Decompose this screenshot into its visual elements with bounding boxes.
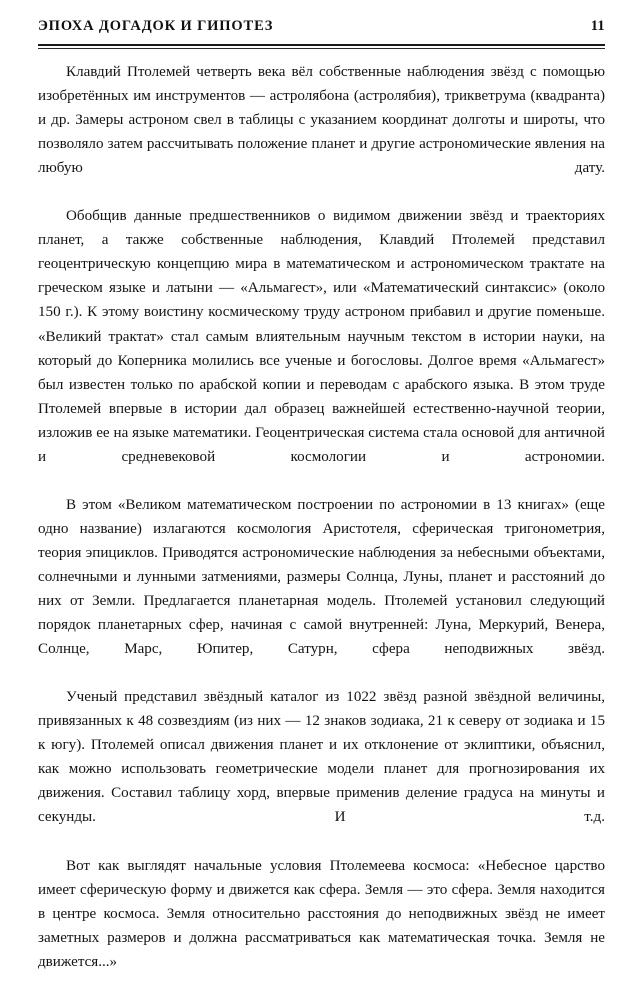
paragraph: Вот как выглядят начальные условия Птолемеева космоса: «Небесное царство имеет сферическую форму и движется как сфера. Земля — это сфера. Земля находится в центре космоса. Земля относительно расстояния до неподвижных звёзд не имеет заметных размеров и должна рассматриваться как математическая точка. Земля не движется...»: [38, 857, 605, 970]
running-head-title: ЭПОХА ДОГАДОК И ГИПОТЕЗ: [38, 18, 274, 34]
paragraph: Обобщив данные предшественников о видимом движении звёзд и траекториях планет, а также собственные наблюдения, Клавдий Птолемей представил геоцентрическую концепцию мира в математическом и астрономическом трактате на греческом языке и латыни — «Альмагест», или «Математический синтаксис» (около 150 г.). К этому воистину космическому труду астроном прибавил и другие поменьше. «Великий трактат» стал самым влиятельным научным текстом в истории науки, на который до Коперника молились все ученые и богословы. Долгое время «Альмагест» был известен только по арабской копии и переводам с арабского языка. В этом труде Птолемей впервые в истории дал образец важнейшей естественно-научной теории, изложив ее на языке математики. Геоцентрическая система стала основой для античной и средневековой космологии и астрономии.: [38, 208, 605, 465]
paragraph: Клавдий Птолемей четверть века вёл собственные наблюдения звёзд с помощью изобретённых им инструментов — астролябона (астролябия), триквeтрума (квадранта) и др. Замеры астроном свел в таблицы с указанием координат долготы и широты, что позволяло затем рассчитывать положение планет и другие астрономические явления на любую дату.: [38, 64, 605, 177]
paragraph: Ученый представил звёздный каталог из 1022 звёзд разной звёздной величины, привязанных к 48 созвездиям (из них — 12 знаков зодиака, 21 к северу от зодиака и 15 к югу). Птолемей описал движения планет и их отклонение от эклиптики, объяснил, как можно использовать геометрические модели планет для прогнозирования их движения. Составил таблицу хорд, впервые применив деление градуса на минуты и секунды. И т.д.: [38, 689, 605, 826]
page-number: 11: [590, 18, 605, 34]
header-rule-thin: [38, 48, 605, 49]
running-head: [38, 18, 605, 35]
paragraph: В этом «Великом математическом построении по астрономии в 13 книгах» (еще одно название) излагаются космология Аристотеля, сферическая тригонометрия, теория эпициклов. Приводятся астрономические наблюдения за небесными объектами, солнечными и лунными затмениями, размеры Солнца, Луны, планет и расстояний до них от Земли. Предлагается планетарная модель. Птолемей установил следующий порядок планетарных сфер, начиная с самой внутренней: Луна, Меркурий, Венера, Солнце, Марс, Юпитер, Сатурн, сфера неподвижных звёзд.: [38, 496, 605, 658]
body-text-column: [38, 60, 605, 974]
header-rule-group: [38, 44, 605, 49]
